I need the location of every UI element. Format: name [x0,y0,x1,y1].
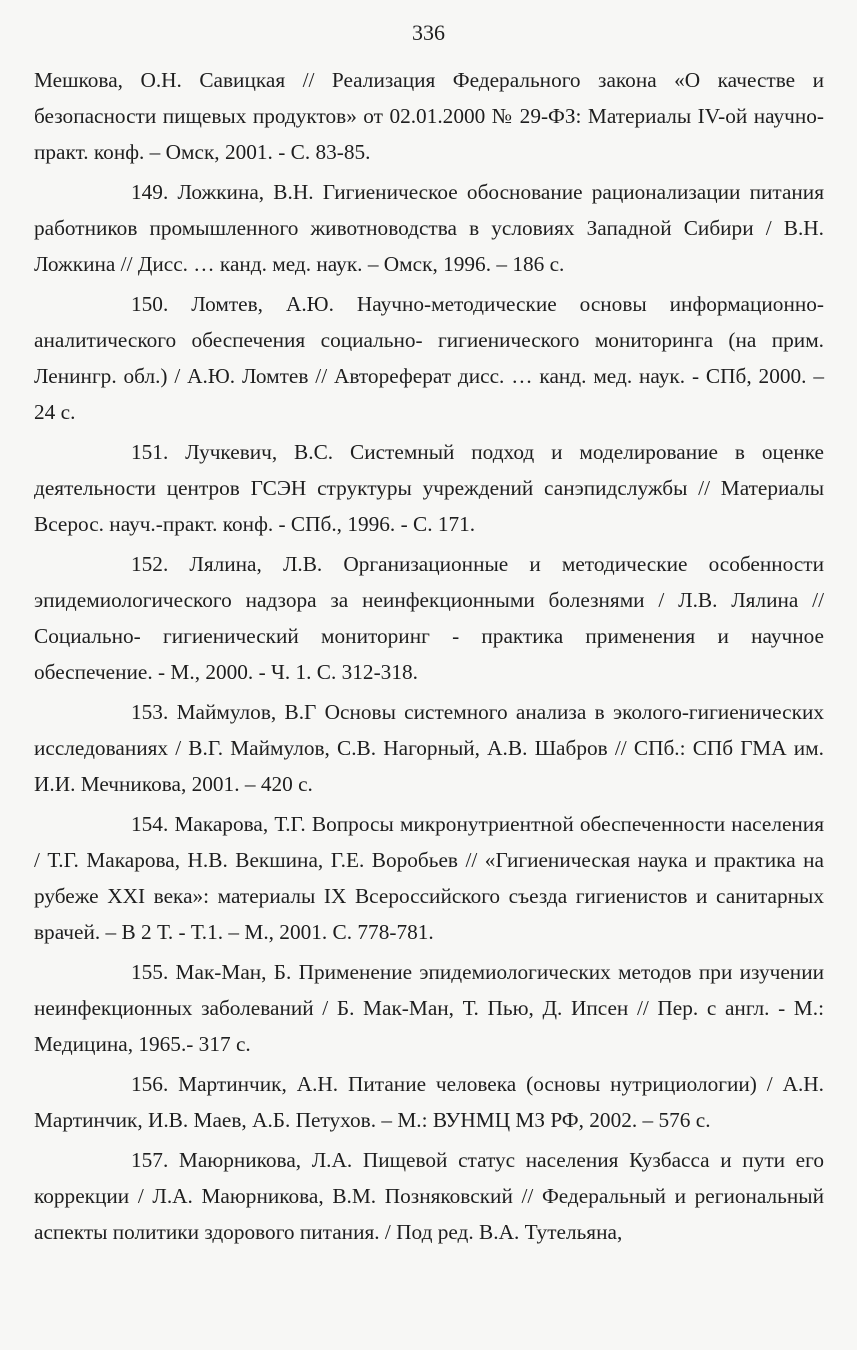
reference-entry-157: 157. Маюрникова, Л.А. Пищевой статус населения Кузбасса и пути его коррекции / Л.А. Маюрникова, В.М. Позняковский // Федеральный и региональный аспекты политики здорового питания. / Под ред. В.А. Тутельяна, [34,1148,824,1244]
reference-entry-149: 149. Ложкина, В.Н. Гигиеническое обоснование рационализации питания работников промышленного животноводства в условиях Западной Сибири / В.Н. Ложкина // Дисс. … канд. мед. наук. – Омск, 1996. – 186 с. [34,180,824,276]
reference-entry-155: 155. Мак-Ман, Б. Применение эпидемиологических методов при изучении неинфекционных заболеваний / Б. Мак-Ман, Т. Пью, Д. Ипсен // Пер. с англ. - М.: Медицина, 1965.- 317 с. [34,960,824,1056]
reference-entry-154: 154. Макарова, Т.Г. Вопросы микронутриентной обеспеченности населения / Т.Г. Макарова, Н.В. Векшина, Г.Е. Воробьев // «Гигиеническая наука и практика на рубеже XXI века»: материалы IX Всероссийского съезда гигиенистов и санитарных врачей. – В 2 Т. - Т.1. – М., 2001. С. 778-781. [34,812,824,944]
reference-entry-153: 153. Маймулов, В.Г Основы системного анализа в эколого-гигиенических исследованиях / В.Г. Маймулов, С.В. Нагорный, А.В. Шабров // СПб.: СПб ГМА им. И.И. Мечникова, 2001. – 420 с. [34,700,824,796]
reference-list [34,62,824,1254]
reference-entry-156: 156. Мартинчик, А.Н. Питание человека (основы нутрициологии) / А.Н. Мартинчик, И.В. Маев, А.Б. Петухов. – М.: ВУНМЦ МЗ РФ, 2002. – 576 с. [34,1072,824,1132]
reference-continuation: Мешкова, О.Н. Савицкая // Реализация Федерального закона «О качестве и безопасности пищевых продуктов» от 02.01.2000 № 29-ФЗ: Материалы IV-ой научно-практ. конф. – Омск, 2001. - С. 83-85. [34,68,824,164]
page-number: 336 [412,20,445,45]
reference-entry-152: 152. Лялина, Л.В. Организационные и методические особенности эпидемиологического надзора за неинфекционными болезнями / Л.В. Лялина // Социально- гигиенический мониторинг - практика применения и научное обеспечение. - М., 2000. - Ч. 1. С. 312-318. [34,552,824,684]
reference-entry-150: 150. Ломтев, А.Ю. Научно-методические основы информационно-аналитического обеспечения социально- гигиенического мониторинга (на прим. Ленингр. обл.) / А.Ю. Ломтев // Автореферат дисс. … канд. мед. наук. - СПб, 2000. – 24 с. [34,292,824,424]
reference-entry-151: 151. Лучкевич, В.С. Системный подход и моделирование в оценке деятельности центров ГСЭН структуры учреждений санэпидслужбы // Материалы Всерос. науч.-практ. конф. - СПб., 1996. - С. 171. [34,440,824,536]
